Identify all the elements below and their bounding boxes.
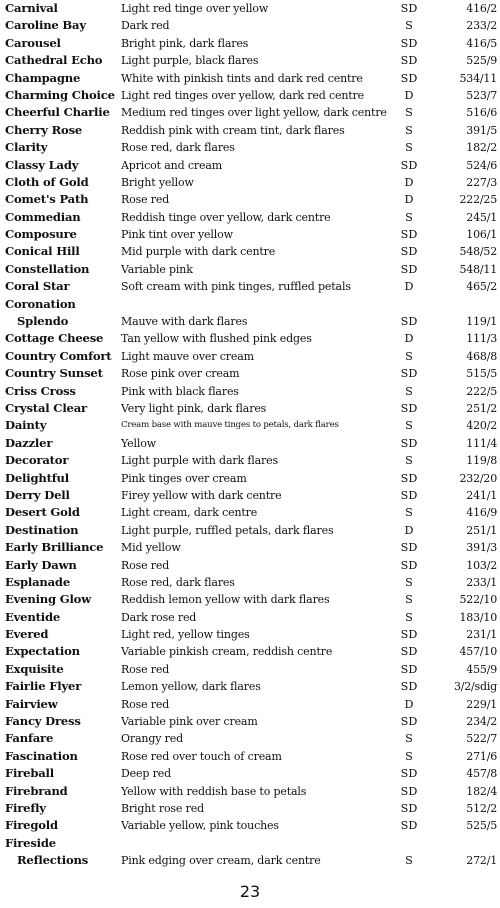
list-item — [5, 383, 497, 400]
cultivar-description: Rose red over touch of cream — [121, 749, 282, 763]
catalogue-code: 182/4 — [466, 784, 497, 798]
catalogue-code: 111/4 — [466, 436, 497, 450]
catalogue-code: 465/2 — [466, 280, 497, 294]
cultivar-name: Carousel — [5, 35, 61, 50]
cultivar-name: Country Comfort — [5, 348, 112, 363]
cultivar-name: Dainty — [5, 418, 47, 433]
flower-type: SD — [400, 245, 418, 259]
cultivar-name: Fairlie Flyer — [5, 679, 82, 694]
catalogue-code: 391/5 — [466, 123, 497, 137]
cultivar-name: Expectation — [5, 644, 80, 659]
cultivar-name: Firebrand — [5, 783, 68, 798]
list-item — [5, 226, 497, 243]
catalogue-code: 234/2 — [466, 715, 497, 729]
flower-type: S — [405, 454, 413, 468]
list-item — [5, 87, 497, 104]
cultivar-name: Reflections — [17, 853, 89, 868]
flower-type: SD — [400, 715, 418, 729]
catalogue-code: 455/9 — [466, 662, 497, 676]
catalogue-code: 522/7 — [466, 732, 497, 746]
cultivar-name: Cathedral Echo — [5, 53, 103, 68]
flower-type: S — [405, 210, 413, 224]
list-item — [5, 591, 497, 608]
flower-type: D — [404, 523, 414, 537]
cultivar-description: Light purple, ruffled petals, dark flares — [121, 523, 334, 537]
flower-type: D — [404, 697, 414, 711]
list-item — [5, 278, 497, 295]
cultivar-description: Rose pink over cream — [121, 367, 240, 381]
catalogue-code: 271/6 — [466, 749, 497, 763]
flower-type: D — [404, 332, 414, 346]
catalogue-code: 534/11 — [459, 71, 497, 85]
catalogue-code: 525/9 — [466, 54, 497, 68]
cultivar-description: Rose red — [121, 662, 170, 676]
list-item — [5, 504, 497, 521]
cultivar-description: Rose red, dark flares — [121, 141, 235, 155]
list-item — [5, 313, 497, 330]
flower-type: SD — [400, 558, 418, 572]
list-item — [5, 330, 497, 347]
catalogue-code: 515/5 — [466, 367, 497, 381]
list-item — [5, 174, 497, 191]
list-item — [5, 643, 497, 660]
cultivar-description: Pink tint over yellow — [121, 228, 233, 242]
cultivar-description: Bright yellow — [121, 175, 194, 189]
list-item — [5, 817, 497, 834]
flower-type: SD — [400, 36, 418, 50]
cultivar-name: Dazzler — [5, 435, 53, 450]
list-item — [5, 157, 497, 174]
list-item — [5, 609, 497, 626]
cultivar-name: Firegold — [5, 818, 58, 833]
catalogue-code: 548/52 — [459, 245, 497, 259]
cultivar-name: Cherry Rose — [5, 122, 83, 137]
cultivar-description: Light purple with dark flares — [121, 454, 278, 468]
catalogue-code: 416/5 — [466, 36, 497, 50]
cultivar-description: Light red tinge over yellow — [121, 2, 269, 15]
list-item — [5, 52, 497, 69]
catalogue-code: 516/6 — [466, 106, 497, 120]
list-item — [5, 835, 497, 852]
catalogue-code: 183/10 — [459, 610, 497, 624]
cultivar-name: Crystal Clear — [5, 400, 87, 415]
list-item — [5, 139, 497, 156]
cultivar-name: Coronation — [5, 296, 76, 311]
flower-type: D — [404, 88, 414, 102]
cultivar-description: White with pinkish tints and dark red centre — [121, 71, 363, 85]
list-item — [5, 557, 497, 574]
cultivar-description: Rose red — [121, 558, 170, 572]
cultivar-name: Criss Cross — [5, 383, 76, 398]
cultivar-description: Orangy red — [121, 732, 183, 746]
cultivar-name: Fascination — [5, 748, 78, 763]
list-item — [5, 626, 497, 643]
cultivar-description: Variable pink — [121, 262, 193, 276]
flower-type: SD — [400, 819, 418, 833]
catalogue-code: 229/1 — [466, 697, 497, 711]
flower-type: SD — [400, 262, 418, 276]
catalogue-code: 391/3 — [466, 541, 497, 555]
flower-type: S — [405, 749, 413, 763]
cultivar-description: Medium red tinges over light yellow, dark centre — [121, 106, 387, 120]
catalogue-code: 416/9 — [466, 506, 497, 520]
cultivar-name: Evening Glow — [5, 592, 91, 607]
catalogue-code: 106/1 — [466, 228, 497, 242]
flower-type: S — [405, 854, 413, 868]
flower-type: SD — [400, 628, 418, 642]
list-item — [5, 574, 497, 591]
list-item — [5, 296, 497, 313]
cultivar-name: Fancy Dress — [5, 714, 81, 729]
cultivar-name: Delightful — [5, 470, 69, 485]
list-item — [5, 748, 497, 765]
cultivar-name: Country Sunset — [5, 366, 103, 381]
cultivar-description: Lemon yellow, dark flares — [121, 680, 261, 694]
cultivar-description: Light cream, dark centre — [121, 506, 258, 520]
cultivar-name: Cloth of Gold — [5, 174, 89, 189]
cultivar-description: Variable pink over cream — [121, 715, 258, 729]
flower-type: SD — [400, 315, 418, 329]
flower-type: SD — [400, 645, 418, 659]
list-item — [5, 713, 497, 730]
cultivar-name: Cheerful Charlie — [5, 105, 110, 120]
catalogue-code: 222/5 — [466, 384, 497, 398]
list-item — [5, 852, 497, 869]
cultivar-description: Bright pink, dark flares — [121, 36, 249, 50]
catalogue-code: 119/8 — [466, 454, 497, 468]
cultivar-description: Light red tinges over yellow, dark red centre — [121, 88, 364, 102]
flower-type: SD — [400, 767, 418, 781]
cultivar-name: Evered — [5, 627, 49, 642]
cultivar-name: Conical Hill — [5, 244, 80, 259]
catalogue-code: 468/8 — [466, 349, 497, 363]
list-item — [5, 417, 497, 434]
flower-type: SD — [400, 680, 418, 694]
cultivar-description: Reddish lemon yellow with dark flares — [121, 593, 330, 607]
list-item — [5, 765, 497, 782]
cultivar-name: Desert Gold — [5, 505, 80, 520]
catalogue-code: 231/1 — [466, 628, 497, 642]
catalogue-code: 245/1 — [466, 210, 497, 224]
cultivar-description: Rose red — [121, 697, 170, 711]
list-item — [5, 70, 497, 87]
list-item — [5, 470, 497, 487]
catalogue-code: 241/1 — [466, 488, 497, 502]
cultivar-description: Light purple, black flares — [121, 54, 259, 68]
flower-type: S — [405, 506, 413, 520]
list-item — [5, 0, 497, 17]
flower-type: S — [405, 349, 413, 363]
flower-type: S — [405, 106, 413, 120]
cultivar-name: Comet's Path — [5, 192, 89, 207]
flower-type: D — [404, 175, 414, 189]
flower-type: SD — [400, 541, 418, 555]
cultivar-description: Reddish tinge over yellow, dark centre — [121, 210, 331, 224]
catalogue-code: 416/2 — [466, 2, 497, 15]
cultivar-description: Mid purple with dark centre — [121, 245, 276, 259]
cultivar-name: Exquisite — [5, 661, 64, 676]
cultivar-name: Caroline Bay — [5, 18, 86, 33]
cultivar-description: Pink edging over cream, dark centre — [121, 854, 321, 868]
catalogue-code: 457/8 — [466, 767, 497, 781]
list-item — [5, 452, 497, 469]
cultivar-name: Champagne — [5, 70, 81, 85]
flower-type: SD — [400, 471, 418, 485]
cultivar-name: Fanfare — [5, 731, 54, 746]
catalogue-code: 251/2 — [466, 401, 497, 415]
cultivar-description: Variable pinkish cream, reddish centre — [121, 645, 333, 659]
cultivar-name: Clarity — [5, 140, 48, 155]
cultivar-description: Mid yellow — [121, 541, 181, 555]
cultivar-description: Dark red — [121, 19, 170, 33]
cultivar-description: Bright rose red — [121, 801, 204, 815]
flower-type: SD — [400, 158, 418, 172]
list-item — [5, 435, 497, 452]
list-item — [5, 243, 497, 260]
flower-type: SD — [400, 488, 418, 502]
catalogue-code: 103/2 — [466, 558, 497, 572]
flower-type: SD — [400, 367, 418, 381]
list-item — [5, 678, 497, 695]
cultivar-description: Tan yellow with flushed pink edges — [121, 332, 312, 346]
cultivar-description: Deep red — [121, 767, 171, 781]
cultivar-list — [5, 0, 497, 870]
flower-type: S — [405, 419, 413, 433]
cultivar-description: Rose red, dark flares — [121, 575, 235, 589]
cultivar-name: Decorator — [5, 453, 69, 468]
catalogue-code: 272/1 — [466, 854, 497, 868]
list-item — [5, 661, 497, 678]
catalogue-code: 251/1 — [466, 523, 497, 537]
list-item — [5, 783, 497, 800]
flower-type: D — [404, 193, 414, 207]
cultivar-name: Commedian — [5, 209, 81, 224]
list-item — [5, 261, 497, 278]
list-item — [5, 17, 497, 34]
cultivar-description: Variable yellow, pink touches — [121, 819, 279, 833]
list-item — [5, 348, 497, 365]
flower-type: SD — [400, 801, 418, 815]
cultivar-name: Early Brilliance — [5, 540, 104, 555]
cultivar-name: Classy Lady — [5, 157, 79, 172]
catalogue-code: 523/7 — [466, 88, 497, 102]
cultivar-description: Pink with black flares — [121, 384, 239, 398]
list-item — [5, 522, 497, 539]
cultivar-description: Yellow with reddish base to petals — [121, 784, 307, 798]
catalogue-code: 233/2 — [466, 19, 497, 33]
cultivar-description: Very light pink, dark flares — [121, 401, 267, 415]
cultivar-name: Composure — [5, 227, 77, 242]
cultivar-name: Carnival — [5, 1, 58, 15]
cultivar-description: Yellow — [121, 436, 156, 450]
cultivar-name: Cottage Cheese — [5, 331, 104, 346]
catalogue-code: 233/1 — [466, 575, 497, 589]
flower-type: S — [405, 610, 413, 624]
flower-type: S — [405, 575, 413, 589]
page-number: 23 — [239, 882, 261, 901]
list-item — [5, 487, 497, 504]
cultivar-name: Eventide — [5, 609, 61, 624]
list-item — [5, 191, 497, 208]
flower-type: SD — [400, 401, 418, 415]
cultivar-description: Firey yellow with dark centre — [121, 488, 282, 502]
cultivar-name: Fireball — [5, 766, 54, 781]
catalogue-code: 182/2 — [466, 141, 497, 155]
cultivar-name: Fireside — [5, 835, 56, 850]
flower-type: S — [405, 593, 413, 607]
catalogue-code: 119/1 — [466, 315, 497, 329]
cultivar-description: Soft cream with pink tinges, ruffled petals — [121, 280, 351, 294]
catalogue-code: 222/25 — [459, 193, 497, 207]
cultivar-name: Destination — [5, 522, 79, 537]
cultivar-name: Firefly — [5, 800, 46, 815]
list-item — [5, 800, 497, 817]
list-item — [5, 696, 497, 713]
list-item — [5, 209, 497, 226]
flower-type: D — [404, 280, 414, 294]
list-item — [5, 104, 497, 121]
flower-type: SD — [400, 784, 418, 798]
list-item — [5, 730, 497, 747]
flower-type: S — [405, 19, 413, 33]
catalogue-code: 420/2 — [466, 419, 497, 433]
cultivar-name: Esplanade — [5, 574, 71, 589]
flower-type: SD — [400, 2, 418, 15]
cultivar-name: Coral Star — [5, 279, 70, 294]
catalogue-code: 232/20 — [459, 471, 497, 485]
catalogue-code: 548/11 — [459, 262, 497, 276]
cultivar-name: Fairview — [5, 696, 58, 711]
catalogue-code: 522/10 — [459, 593, 497, 607]
cultivar-description: Pink tinges over cream — [121, 471, 247, 485]
catalogue-code: 3/2/sdig — [453, 680, 497, 694]
flower-type: S — [405, 123, 413, 137]
list-item — [5, 539, 497, 556]
cultivar-description: Dark rose red — [121, 610, 197, 624]
cultivar-description: Reddish pink with cream tint, dark flares — [121, 123, 345, 137]
cultivar-name: Constellation — [5, 261, 90, 276]
catalogue-code: 457/10 — [459, 645, 497, 659]
cultivar-name: Early Dawn — [5, 557, 77, 572]
cultivar-name: Splendo — [17, 314, 69, 329]
list-item — [5, 122, 497, 139]
catalogue-code: 227/3 — [466, 175, 497, 189]
flower-type: SD — [400, 662, 418, 676]
flower-type: SD — [400, 228, 418, 242]
list-item — [5, 365, 497, 382]
cultivar-description: Light red, yellow tinges — [121, 628, 250, 642]
catalogue-code: 525/5 — [466, 819, 497, 833]
cultivar-description: Apricot and cream — [121, 158, 223, 172]
cultivar-description: Rose red — [121, 193, 170, 207]
list-item — [5, 400, 497, 417]
flower-type: S — [405, 384, 413, 398]
flower-type: S — [405, 141, 413, 155]
flower-type: SD — [400, 54, 418, 68]
cultivar-name: Charming Choice — [5, 87, 115, 102]
list-item — [5, 35, 497, 52]
cultivar-description: Light mauve over cream — [121, 349, 254, 363]
flower-type: SD — [400, 71, 418, 85]
flower-type: SD — [400, 436, 418, 450]
cultivar-name: Derry Dell — [5, 487, 70, 502]
catalogue-code: 512/2 — [466, 801, 497, 815]
flower-type: S — [405, 732, 413, 746]
cultivar-description: Mauve with dark flares — [121, 315, 248, 329]
catalogue-code: 524/6 — [466, 158, 497, 172]
cultivar-description: Cream base with mauve tinges to petals, dark flares — [121, 420, 339, 431]
catalogue-code: 111/3 — [466, 332, 497, 346]
